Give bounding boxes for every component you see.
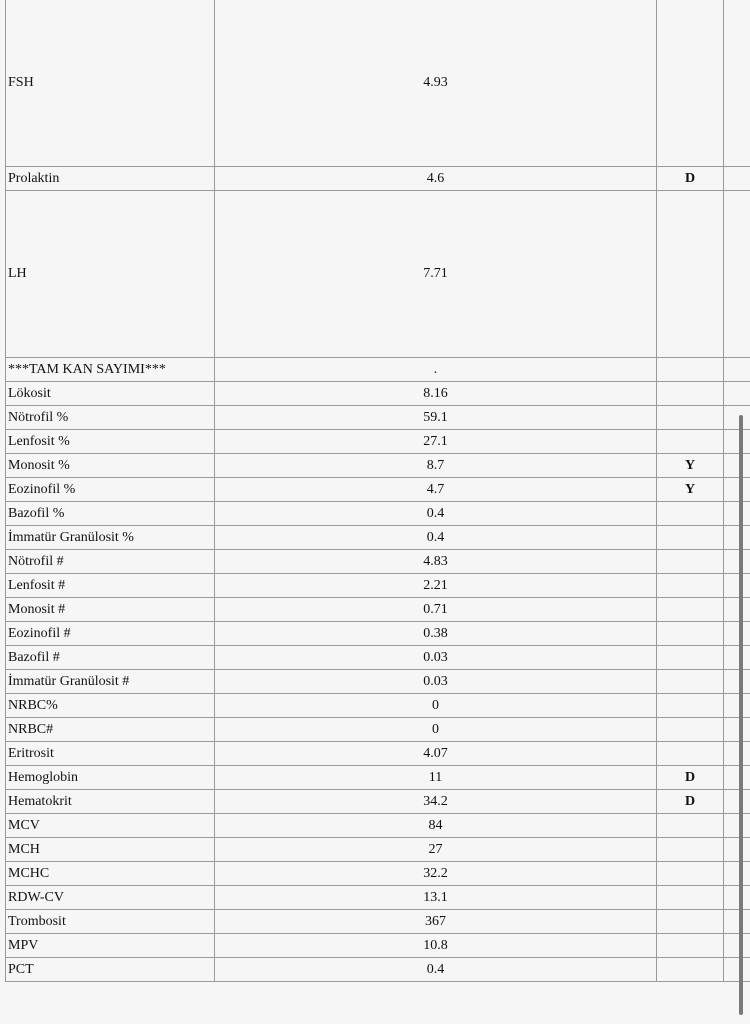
test-name-cell: İmmatür Granülosit # xyxy=(6,670,215,694)
empty-cell xyxy=(724,358,750,382)
table-row xyxy=(6,886,750,910)
flag-cell xyxy=(657,406,724,430)
test-value-cell: 367 xyxy=(215,910,657,934)
test-name-cell: Lökosit xyxy=(6,382,215,406)
table-row xyxy=(6,934,750,958)
test-value-cell: 13.1 xyxy=(215,886,657,910)
test-name-cell: Nötrofil # xyxy=(6,550,215,574)
table-row xyxy=(6,694,750,718)
empty-cell xyxy=(724,670,750,694)
table-row xyxy=(6,910,750,934)
test-name-cell: Monosit % xyxy=(6,454,215,478)
empty-cell xyxy=(724,958,750,982)
empty-cell xyxy=(724,934,750,958)
empty-cell xyxy=(724,622,750,646)
test-name-cell: Monosit # xyxy=(6,598,215,622)
table-row xyxy=(6,790,750,814)
empty-cell xyxy=(724,838,750,862)
table-row xyxy=(6,526,750,550)
empty-cell xyxy=(724,454,750,478)
table-row xyxy=(6,838,750,862)
table-row xyxy=(6,454,750,478)
test-name-cell: NRBC% xyxy=(6,694,215,718)
test-value-cell: 4.83 xyxy=(215,550,657,574)
test-name-cell: Prolaktin xyxy=(6,167,215,191)
test-value-cell: 8.7 xyxy=(215,454,657,478)
empty-cell xyxy=(724,0,750,167)
flag-cell xyxy=(657,430,724,454)
flag-cell xyxy=(657,550,724,574)
empty-cell xyxy=(724,406,750,430)
test-value-cell: 4.93 xyxy=(215,0,657,167)
test-name-cell: Bazofil % xyxy=(6,502,215,526)
table-row xyxy=(6,862,750,886)
flag-cell: D xyxy=(657,167,724,191)
flag-cell xyxy=(657,958,724,982)
table-row xyxy=(6,670,750,694)
test-value-cell: 0.4 xyxy=(215,958,657,982)
empty-cell xyxy=(724,574,750,598)
table-row xyxy=(6,358,750,382)
lab-results-table xyxy=(5,0,750,982)
test-value-cell: 59.1 xyxy=(215,406,657,430)
test-name-cell: İmmatür Granülosit % xyxy=(6,526,215,550)
test-value-cell: 0.4 xyxy=(215,526,657,550)
test-value-cell: 2.21 xyxy=(215,574,657,598)
test-value-cell: 0 xyxy=(215,694,657,718)
test-name-cell: FSH xyxy=(6,0,215,167)
test-name-cell: Hematokrit xyxy=(6,790,215,814)
empty-cell xyxy=(724,382,750,406)
table-row xyxy=(6,550,750,574)
empty-cell xyxy=(724,766,750,790)
empty-cell xyxy=(724,694,750,718)
test-value-cell: 0.4 xyxy=(215,502,657,526)
test-name-cell: Lenfosit % xyxy=(6,430,215,454)
flag-cell: D xyxy=(657,766,724,790)
test-name-cell: MCV xyxy=(6,814,215,838)
table-row xyxy=(6,766,750,790)
flag-cell xyxy=(657,0,724,167)
empty-cell xyxy=(724,191,750,358)
empty-cell xyxy=(724,478,750,502)
empty-cell xyxy=(724,167,750,191)
flag-cell xyxy=(657,598,724,622)
empty-cell xyxy=(724,598,750,622)
table-row xyxy=(6,382,750,406)
test-name-cell: Nötrofil % xyxy=(6,406,215,430)
test-name-cell: Hemoglobin xyxy=(6,766,215,790)
table-row xyxy=(6,814,750,838)
empty-cell xyxy=(724,742,750,766)
test-name-cell: Eozinofil % xyxy=(6,478,215,502)
test-name-cell: MCHC xyxy=(6,862,215,886)
test-value-cell: 11 xyxy=(215,766,657,790)
flag-cell xyxy=(657,742,724,766)
empty-cell xyxy=(724,646,750,670)
flag-cell xyxy=(657,526,724,550)
flag-cell xyxy=(657,718,724,742)
flag-cell xyxy=(657,382,724,406)
table-row xyxy=(6,478,750,502)
test-name-cell: LH xyxy=(6,191,215,358)
empty-cell xyxy=(724,430,750,454)
flag-cell xyxy=(657,646,724,670)
test-value-cell: 27.1 xyxy=(215,430,657,454)
test-name-cell: RDW-CV xyxy=(6,886,215,910)
test-value-cell: 4.7 xyxy=(215,478,657,502)
empty-cell xyxy=(724,550,750,574)
flag-cell: Y xyxy=(657,454,724,478)
test-name-cell: Trombosit xyxy=(6,910,215,934)
test-name-cell: Eritrosit xyxy=(6,742,215,766)
flag-cell xyxy=(657,622,724,646)
flag-cell xyxy=(657,670,724,694)
test-name-cell: NRBC# xyxy=(6,718,215,742)
test-name-cell: MPV xyxy=(6,934,215,958)
table-row xyxy=(6,574,750,598)
table-row xyxy=(6,622,750,646)
table-row xyxy=(6,742,750,766)
flag-cell xyxy=(657,814,724,838)
test-name-cell: PCT xyxy=(6,958,215,982)
flag-cell xyxy=(657,358,724,382)
test-value-cell: 0.38 xyxy=(215,622,657,646)
table-row xyxy=(6,502,750,526)
table-row xyxy=(6,718,750,742)
vertical-scrollbar[interactable] xyxy=(739,415,743,1015)
table-row xyxy=(6,646,750,670)
flag-cell xyxy=(657,862,724,886)
empty-cell xyxy=(724,502,750,526)
table-row xyxy=(6,430,750,454)
test-name-cell: Lenfosit # xyxy=(6,574,215,598)
flag-cell: D xyxy=(657,790,724,814)
empty-cell xyxy=(724,910,750,934)
empty-cell xyxy=(724,790,750,814)
test-value-cell: 0.03 xyxy=(215,670,657,694)
flag-cell xyxy=(657,191,724,358)
test-value-cell: 4.07 xyxy=(215,742,657,766)
flag-cell: Y xyxy=(657,478,724,502)
flag-cell xyxy=(657,934,724,958)
test-value-cell: 0.03 xyxy=(215,646,657,670)
test-name-cell: MCH xyxy=(6,838,215,862)
test-value-cell: 8.16 xyxy=(215,382,657,406)
table-row xyxy=(6,958,750,982)
test-value-cell: 34.2 xyxy=(215,790,657,814)
test-value-cell: 0 xyxy=(215,718,657,742)
test-name-cell: ***TAM KAN SAYIMI*** xyxy=(6,358,215,382)
test-value-cell: 10.8 xyxy=(215,934,657,958)
test-name-cell: Bazofil # xyxy=(6,646,215,670)
flag-cell xyxy=(657,838,724,862)
test-value-cell: 7.71 xyxy=(215,191,657,358)
test-value-cell: 27 xyxy=(215,838,657,862)
empty-cell xyxy=(724,718,750,742)
test-value-cell: . xyxy=(215,358,657,382)
flag-cell xyxy=(657,910,724,934)
test-name-cell: Eozinofil # xyxy=(6,622,215,646)
empty-cell xyxy=(724,862,750,886)
test-value-cell: 32.2 xyxy=(215,862,657,886)
test-value-cell: 84 xyxy=(215,814,657,838)
table-row xyxy=(6,0,750,167)
table-row xyxy=(6,406,750,430)
flag-cell xyxy=(657,694,724,718)
empty-cell xyxy=(724,526,750,550)
table-row xyxy=(6,167,750,191)
test-value-cell: 4.6 xyxy=(215,167,657,191)
empty-cell xyxy=(724,814,750,838)
flag-cell xyxy=(657,574,724,598)
flag-cell xyxy=(657,886,724,910)
empty-cell xyxy=(724,886,750,910)
flag-cell xyxy=(657,502,724,526)
test-value-cell: 0.71 xyxy=(215,598,657,622)
table-row xyxy=(6,598,750,622)
table-row xyxy=(6,191,750,358)
results-table-body xyxy=(6,0,750,982)
